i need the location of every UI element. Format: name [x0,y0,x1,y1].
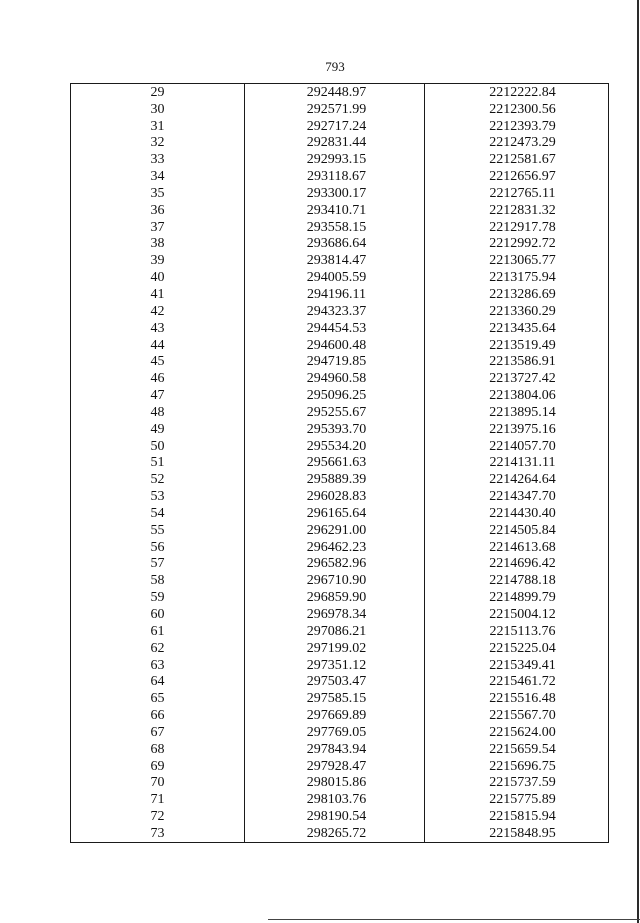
y-coordinate-cell: 2213519.49 [425,337,609,354]
y-coordinate-cell: 2215349.41 [425,657,609,674]
table-row [71,135,609,152]
x-coordinate-cell: 297503.47 [245,674,425,691]
point-number-cell: 31 [71,118,245,135]
table-row [71,404,609,421]
x-coordinate-cell: 297928.47 [245,758,425,775]
point-number-cell: 38 [71,236,245,253]
point-number-cell: 73 [71,825,245,842]
y-coordinate-cell: 2215775.89 [425,791,609,808]
x-coordinate-cell: 292717.24 [245,118,425,135]
y-coordinate-cell: 2214347.70 [425,488,609,505]
y-coordinate-cell: 2214788.18 [425,572,609,589]
y-coordinate-cell: 2215113.76 [425,623,609,640]
point-number-cell: 55 [71,522,245,539]
table-row [71,202,609,219]
y-coordinate-cell: 2215225.04 [425,640,609,657]
x-coordinate-cell: 297351.12 [245,657,425,674]
point-number-cell: 68 [71,741,245,758]
y-coordinate-cell: 2215624.00 [425,724,609,741]
y-coordinate-cell: 2214505.84 [425,522,609,539]
coordinates-table-body [71,84,609,843]
x-coordinate-cell: 292448.97 [245,84,425,101]
table-row [71,505,609,522]
y-coordinate-cell: 2212473.29 [425,135,609,152]
table-row [71,118,609,135]
table-row [71,455,609,472]
y-coordinate-cell: 2214430.40 [425,505,609,522]
x-coordinate-cell: 296978.34 [245,606,425,623]
point-number-cell: 61 [71,623,245,640]
x-coordinate-cell: 296028.83 [245,488,425,505]
point-number-cell: 65 [71,690,245,707]
x-coordinate-cell: 295255.67 [245,404,425,421]
x-coordinate-cell: 293686.64 [245,236,425,253]
x-coordinate-cell: 294005.59 [245,269,425,286]
y-coordinate-cell: 2212831.32 [425,202,609,219]
y-coordinate-cell: 2212581.67 [425,151,609,168]
table-row [71,354,609,371]
point-number-cell: 34 [71,168,245,185]
x-coordinate-cell: 296859.90 [245,589,425,606]
table-row [71,825,609,842]
y-coordinate-cell: 2213435.64 [425,320,609,337]
x-coordinate-cell: 297669.89 [245,707,425,724]
x-coordinate-cell: 295889.39 [245,471,425,488]
y-coordinate-cell: 2213286.69 [425,286,609,303]
table-row [71,539,609,556]
table-row [71,337,609,354]
x-coordinate-cell: 295393.70 [245,421,425,438]
x-coordinate-cell: 297086.21 [245,623,425,640]
y-coordinate-cell: 2213360.29 [425,303,609,320]
x-coordinate-cell: 293410.71 [245,202,425,219]
y-coordinate-cell: 2212917.78 [425,219,609,236]
x-coordinate-cell: 294454.53 [245,320,425,337]
x-coordinate-cell: 296291.00 [245,522,425,539]
table-row [71,84,609,101]
table-row [71,640,609,657]
table-row [71,707,609,724]
y-coordinate-cell: 2214131.11 [425,455,609,472]
point-number-cell: 46 [71,370,245,387]
y-coordinate-cell: 2215004.12 [425,606,609,623]
point-number-cell: 30 [71,101,245,118]
x-coordinate-cell: 294196.11 [245,286,425,303]
x-coordinate-cell: 294960.58 [245,370,425,387]
x-coordinate-cell: 298015.86 [245,775,425,792]
table-row [71,219,609,236]
point-number-cell: 62 [71,640,245,657]
x-coordinate-cell: 296710.90 [245,572,425,589]
x-coordinate-cell: 295534.20 [245,438,425,455]
x-coordinate-cell: 296165.64 [245,505,425,522]
table-row [71,387,609,404]
table-row [71,556,609,573]
x-coordinate-cell: 292993.15 [245,151,425,168]
y-coordinate-cell: 2212765.11 [425,185,609,202]
x-coordinate-cell: 298265.72 [245,825,425,842]
point-number-cell: 58 [71,572,245,589]
y-coordinate-cell: 2214899.79 [425,589,609,606]
x-coordinate-cell: 294600.48 [245,337,425,354]
point-number-cell: 53 [71,488,245,505]
y-coordinate-cell: 2213895.14 [425,404,609,421]
table-row [71,758,609,775]
x-coordinate-cell: 293814.47 [245,252,425,269]
table-row [71,775,609,792]
x-coordinate-cell: 296462.23 [245,539,425,556]
table-row [71,303,609,320]
point-number-cell: 51 [71,455,245,472]
y-coordinate-cell: 2213065.77 [425,252,609,269]
x-coordinate-cell: 293118.67 [245,168,425,185]
point-number-cell: 41 [71,286,245,303]
y-coordinate-cell: 2213975.16 [425,421,609,438]
point-number-cell: 67 [71,724,245,741]
table-row [71,808,609,825]
y-coordinate-cell: 2214057.70 [425,438,609,455]
point-number-cell: 57 [71,556,245,573]
y-coordinate-cell: 2214613.68 [425,539,609,556]
point-number-cell: 66 [71,707,245,724]
x-coordinate-cell: 294719.85 [245,354,425,371]
point-number-cell: 52 [71,471,245,488]
point-number-cell: 29 [71,84,245,101]
table-row [71,252,609,269]
scan-edge-bottom [268,919,640,920]
x-coordinate-cell: 297769.05 [245,724,425,741]
point-number-cell: 59 [71,589,245,606]
table-row [71,657,609,674]
x-coordinate-cell: 298190.54 [245,808,425,825]
point-number-cell: 40 [71,269,245,286]
table-row [71,674,609,691]
point-number-cell: 42 [71,303,245,320]
y-coordinate-cell: 2215516.48 [425,690,609,707]
x-coordinate-cell: 293558.15 [245,219,425,236]
y-coordinate-cell: 2215737.59 [425,775,609,792]
x-coordinate-cell: 294323.37 [245,303,425,320]
y-coordinate-cell: 2214264.64 [425,471,609,488]
point-number-cell: 63 [71,657,245,674]
point-number-cell: 48 [71,404,245,421]
point-number-cell: 43 [71,320,245,337]
x-coordinate-cell: 295096.25 [245,387,425,404]
table-row [71,185,609,202]
y-coordinate-cell: 2212393.79 [425,118,609,135]
y-coordinate-cell: 2214696.42 [425,556,609,573]
point-number-cell: 35 [71,185,245,202]
point-number-cell: 64 [71,674,245,691]
y-coordinate-cell: 2215567.70 [425,707,609,724]
table-row [71,623,609,640]
y-coordinate-cell: 2212222.84 [425,84,609,101]
y-coordinate-cell: 2215461.72 [425,674,609,691]
table-row [71,522,609,539]
point-number-cell: 54 [71,505,245,522]
table-row [71,286,609,303]
table-row [71,488,609,505]
table-row [71,151,609,168]
table-row [71,572,609,589]
y-coordinate-cell: 2213175.94 [425,269,609,286]
table-row [71,606,609,623]
page-number: 793 [325,59,345,74]
scan-edge-right [637,0,639,923]
coordinates-table [70,83,609,843]
point-number-cell: 37 [71,219,245,236]
x-coordinate-cell: 292571.99 [245,101,425,118]
table-row [71,690,609,707]
point-number-cell: 33 [71,151,245,168]
point-number-cell: 72 [71,808,245,825]
x-coordinate-cell: 293300.17 [245,185,425,202]
x-coordinate-cell: 298103.76 [245,791,425,808]
y-coordinate-cell: 2213727.42 [425,370,609,387]
y-coordinate-cell: 2213804.06 [425,387,609,404]
table-row [71,589,609,606]
table-row [71,724,609,741]
table-row [71,471,609,488]
table-row [71,791,609,808]
x-coordinate-cell: 297585.15 [245,690,425,707]
point-number-cell: 44 [71,337,245,354]
point-number-cell: 71 [71,791,245,808]
point-number-cell: 32 [71,135,245,152]
point-number-cell: 47 [71,387,245,404]
y-coordinate-cell: 2212992.72 [425,236,609,253]
point-number-cell: 45 [71,354,245,371]
y-coordinate-cell: 2215659.54 [425,741,609,758]
y-coordinate-cell: 2215815.94 [425,808,609,825]
y-coordinate-cell: 2213586.91 [425,354,609,371]
x-coordinate-cell: 295661.63 [245,455,425,472]
table-row [71,421,609,438]
y-coordinate-cell: 2212656.97 [425,168,609,185]
y-coordinate-cell: 2215696.75 [425,758,609,775]
point-number-cell: 50 [71,438,245,455]
table-row [71,168,609,185]
y-coordinate-cell: 2215848.95 [425,825,609,842]
table-row [71,741,609,758]
table-row [71,370,609,387]
point-number-cell: 60 [71,606,245,623]
point-number-cell: 69 [71,758,245,775]
x-coordinate-cell: 296582.96 [245,556,425,573]
point-number-cell: 56 [71,539,245,556]
point-number-cell: 39 [71,252,245,269]
point-number-cell: 49 [71,421,245,438]
table-row [71,320,609,337]
y-coordinate-cell: 2212300.56 [425,101,609,118]
table-row [71,236,609,253]
x-coordinate-cell: 297843.94 [245,741,425,758]
x-coordinate-cell: 297199.02 [245,640,425,657]
point-number-cell: 36 [71,202,245,219]
table-row [71,438,609,455]
table-row [71,101,609,118]
table-row [71,269,609,286]
x-coordinate-cell: 292831.44 [245,135,425,152]
point-number-cell: 70 [71,775,245,792]
